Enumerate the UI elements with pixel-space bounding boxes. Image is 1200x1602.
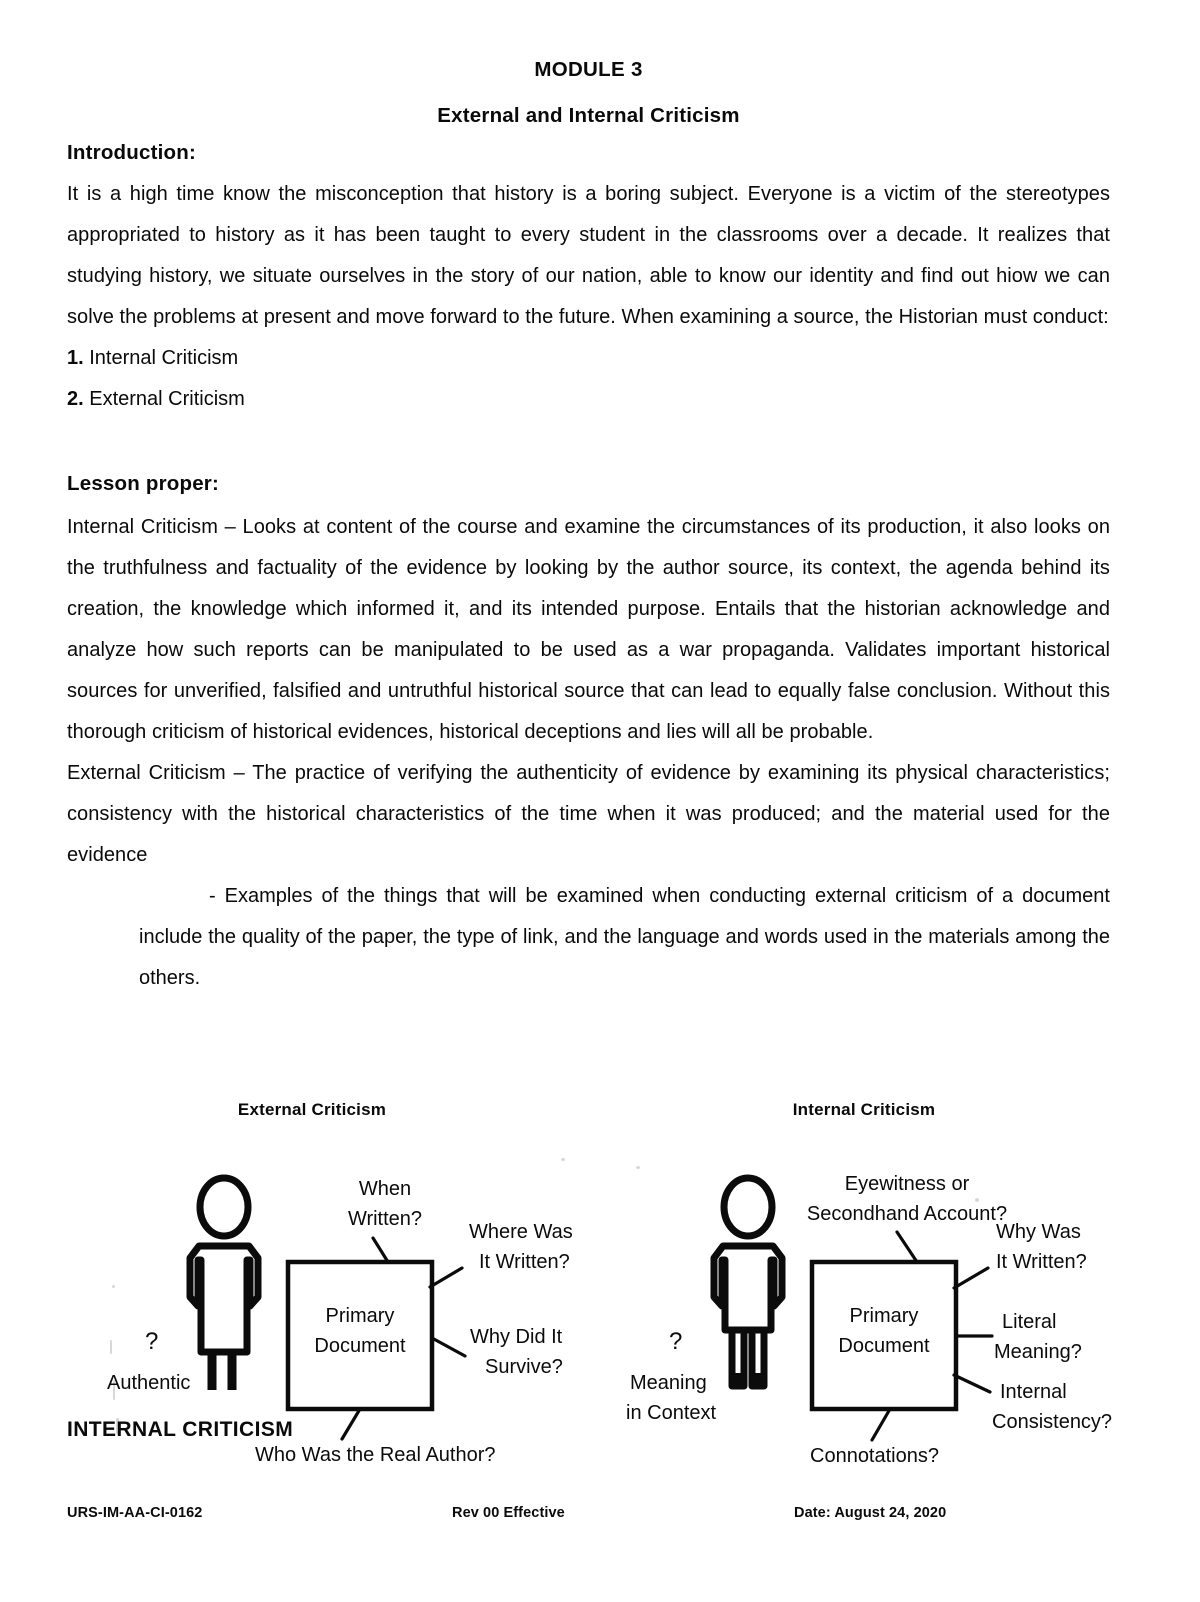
connector-eyewitness bbox=[897, 1232, 917, 1262]
person-body-icon bbox=[190, 1246, 258, 1352]
person-label-internal-line1: Meaning bbox=[630, 1372, 707, 1394]
callout-where-written-line2: It Written? bbox=[479, 1251, 570, 1273]
box-label-line1-internal: Primary bbox=[849, 1305, 919, 1327]
person-question-mark-external: ? bbox=[145, 1328, 159, 1355]
callout-literal-meaning-line1: Literal bbox=[1002, 1311, 1057, 1333]
footer-revision: Rev 00 Effective bbox=[452, 1505, 565, 1521]
callout-why-written-line2: It Written? bbox=[996, 1251, 1087, 1273]
figure-external-title: External Criticism bbox=[237, 1100, 387, 1119]
person-feet-icon bbox=[729, 1373, 767, 1389]
list-item bbox=[67, 338, 1110, 379]
connector-where-written bbox=[430, 1268, 462, 1287]
footer-document-code: URS-IM-AA-CI-0162 bbox=[67, 1505, 203, 1521]
callout-when-written-line1: When bbox=[358, 1178, 412, 1200]
box-label-line2-external: Document bbox=[314, 1335, 406, 1357]
figure-group bbox=[67, 1090, 1113, 1467]
connector-why-survive bbox=[432, 1338, 465, 1356]
callout-real-author: Who Was the Real Author? bbox=[255, 1444, 496, 1466]
callout-internal-consistency-line1: Internal bbox=[1000, 1381, 1067, 1403]
person-body-icon bbox=[714, 1246, 782, 1330]
person-question-mark-internal: ? bbox=[669, 1328, 683, 1355]
box-label-line2-internal: Document bbox=[838, 1335, 930, 1357]
connector-connotations bbox=[872, 1409, 890, 1440]
external-criticism-example: - Examples of the things that will be examined when conducting external criticism of a document include the quality of the paper, the type of link, and the language and words used in the materials among the others. bbox=[139, 885, 1110, 990]
person-label-internal-line2: in Context bbox=[626, 1402, 717, 1424]
figure-internal-title: Internal Criticism bbox=[792, 1100, 936, 1119]
internal-criticism-paragraph: Internal Criticism – Looks at content of the course and examine the circumstances of its production, it also looks on the truthfulness and factuality of the evidence by looking by the author source, its context, the agenda behind its creation, the knowledge which informed it, and its intended purpose. Entails that the historian acknowledge and analyze how such reports can be manipulated to be used as a war propaganda. Validates important historical sources for unverified, falsified and untruthful historical source that can lead to equally false conclusion. Without this thorough criticism of historical evidences, historical deceptions and lies will all be probable. bbox=[67, 516, 1110, 744]
callout-eyewitness-line2: Secondhand Account? bbox=[806, 1203, 1008, 1225]
callout-internal-consistency-line2: Consistency? bbox=[992, 1411, 1113, 1433]
connector-real-author bbox=[342, 1409, 360, 1439]
callout-why-written-line1: Why Was bbox=[996, 1221, 1081, 1243]
list-item-number: 1. bbox=[67, 347, 84, 370]
list-item-number: 2. bbox=[67, 388, 84, 411]
introduction-paragraph: It is a high time know the misconception that history is a boring subject. Everyone is a victim of the stereotypes appropriated to history as it has been taught to every student in the classrooms over a decade. It realizes that studying history, we situate ourselves in the story of our nation, able to know our identity and find out hiow we can solve the problems at present and move forward to the future. When examining a source, the Historian must conduct: bbox=[67, 183, 1110, 329]
callout-when-written-line2: Written? bbox=[347, 1208, 423, 1230]
box-label-line1-external: Primary bbox=[325, 1305, 395, 1327]
list-item-label: External Criticism bbox=[89, 388, 245, 411]
list-item-label: Internal Criticism bbox=[89, 347, 239, 370]
callout-connotations: Connotations? bbox=[810, 1445, 939, 1467]
introduction-heading: Introduction: bbox=[67, 141, 196, 165]
callout-why-survive-line2: Survive? bbox=[485, 1356, 563, 1378]
figure-internal-criticism bbox=[622, 1090, 1142, 1467]
person-head-icon bbox=[724, 1178, 772, 1236]
list-item bbox=[67, 379, 1110, 420]
callout-why-survive-line1: Why Did It bbox=[470, 1326, 563, 1348]
internal-criticism-illustration bbox=[622, 1090, 1142, 1467]
callout-eyewitness-line1: Eyewitness or bbox=[844, 1173, 970, 1195]
connector-when-written bbox=[373, 1238, 388, 1262]
footer-effective-date: Date: August 24, 2020 bbox=[794, 1505, 947, 1521]
person-head-icon bbox=[200, 1178, 248, 1236]
document-body bbox=[67, 58, 1110, 999]
page-title: MODULE 3 bbox=[534, 58, 643, 81]
external-criticism-paragraph: External Criticism – The practice of verifying the authenticity of evidence by examining its physical characteristics; consistency with the historical characteristics of the time when it was produced; and the material used for the evidence bbox=[67, 762, 1110, 867]
connector-why-written bbox=[954, 1268, 988, 1288]
callout-where-written-line1: Where Was bbox=[469, 1221, 573, 1243]
lesson-proper-heading: Lesson proper: bbox=[67, 472, 220, 496]
connector-internal-consistency bbox=[954, 1375, 990, 1392]
callout-literal-meaning-line2: Meaning? bbox=[994, 1341, 1082, 1363]
person-label-external: Authentic bbox=[107, 1372, 191, 1394]
internal-criticism-heading: INTERNAL CRITICISM bbox=[67, 1418, 294, 1441]
page-subtitle: External and Internal Criticism bbox=[437, 103, 740, 127]
